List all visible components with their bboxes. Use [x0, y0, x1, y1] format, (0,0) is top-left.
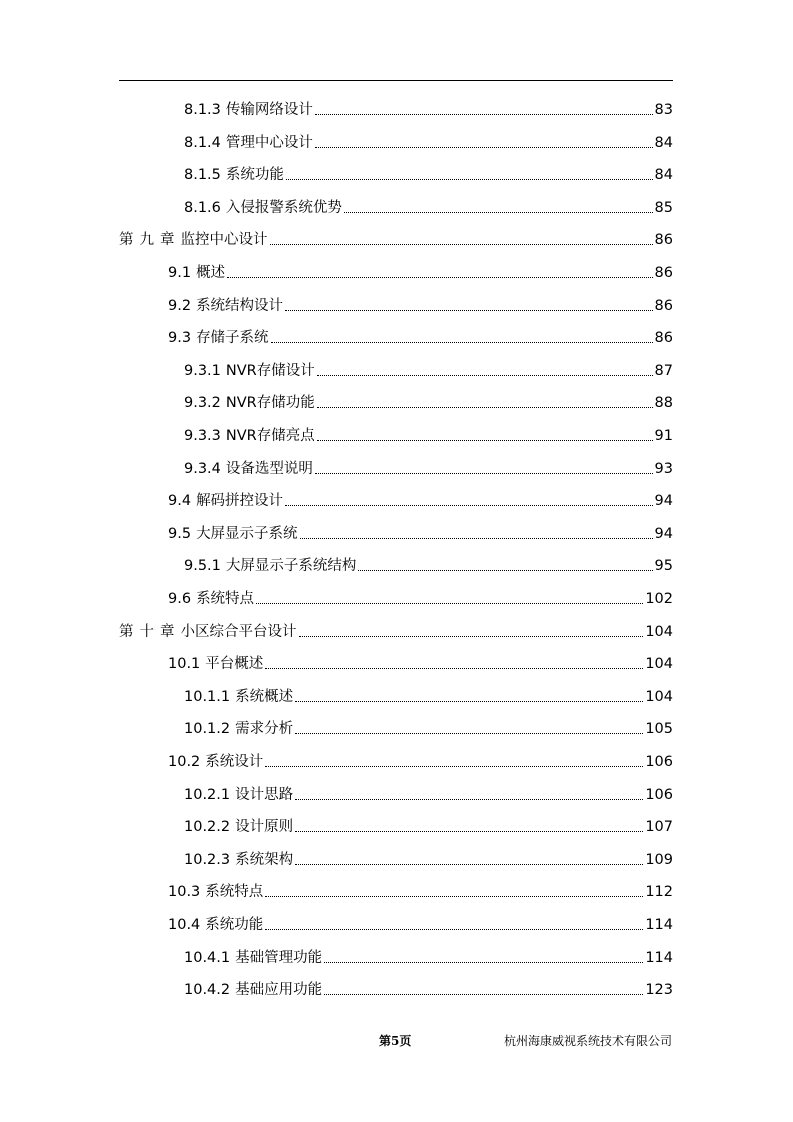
toc-entry-page: 106 — [645, 754, 673, 770]
toc-entry-title: 设计思路 — [235, 786, 294, 803]
toc-entry-number: 9.5 — [168, 525, 192, 542]
toc-entry-number: 10.2 — [168, 754, 201, 770]
toc-entry-label — [168, 882, 263, 902]
toc-entry[interactable] — [168, 518, 673, 544]
toc-leader-dots — [285, 505, 652, 506]
toc-entry-page: 94 — [654, 493, 673, 510]
toc-leader-dots — [358, 570, 652, 571]
toc-entry-page: 107 — [645, 819, 673, 836]
toc-leader-dots — [286, 179, 653, 180]
toc-entry-number: 10.1.1 — [184, 688, 231, 705]
toc-entry[interactable] — [184, 192, 673, 218]
toc-entry-label — [119, 622, 297, 642]
toc-entry-page: 95 — [654, 558, 673, 575]
toc-leader-dots — [270, 244, 653, 245]
toc-leader-dots — [265, 929, 643, 930]
toc-entry-title: 入侵报警系统优势 — [225, 199, 342, 216]
toc-entry-title: 管理中心设计 — [225, 134, 313, 151]
toc-entry-title: 传输网络设计 — [225, 102, 313, 118]
toc-entry[interactable] — [184, 94, 673, 120]
toc-entry-label — [168, 296, 283, 316]
toc-entry[interactable] — [184, 355, 673, 381]
toc-leader-dots — [299, 636, 644, 637]
toc-entry-label — [184, 850, 293, 870]
toc-entry-page: 83 — [654, 102, 673, 118]
toc-entry-page: 86 — [654, 265, 673, 281]
toc-entry-page: 104 — [645, 656, 673, 673]
toc-entry-number: 9.5.1 — [184, 558, 221, 575]
toc-entry-number: 10.1 — [168, 656, 201, 673]
toc-entry-page: 84 — [654, 167, 673, 184]
toc-entry[interactable] — [184, 387, 673, 413]
toc-entry-number: 9.4 — [168, 493, 192, 510]
toc-leader-dots — [265, 668, 643, 669]
toc-entry-page: 104 — [645, 688, 673, 705]
toc-entry[interactable] — [168, 257, 673, 283]
toc-entry-number: 9.6 — [168, 591, 192, 607]
toc-entry-label — [184, 785, 293, 805]
toc-entry-label — [168, 524, 298, 544]
toc-entry-number: 10.2.2 — [184, 819, 231, 836]
toc-entry-label — [168, 654, 263, 674]
toc-entry-label — [168, 491, 283, 511]
toc-leader-dots — [295, 733, 643, 734]
toc-entry-number: 9.3.2 — [184, 395, 221, 412]
toc-entry-number: 10.2.3 — [184, 851, 231, 868]
toc-entry-label — [184, 133, 313, 153]
toc-entry-page: 86 — [654, 232, 673, 249]
toc-entry-label — [184, 980, 322, 1000]
toc-entry-page: 112 — [645, 884, 673, 901]
toc-entry-label — [168, 328, 269, 348]
toc-entry[interactable] — [184, 942, 673, 968]
toc-entry-page: 114 — [645, 949, 673, 966]
toc-entry-page: 102 — [645, 591, 673, 607]
toc-entry-title: 系统功能 — [205, 917, 264, 933]
toc-entry-label — [168, 263, 225, 283]
toc-leader-dots — [315, 473, 653, 474]
toc-leader-dots — [265, 766, 643, 767]
toc-entry-number: 10.3 — [168, 884, 201, 901]
toc-leader-dots — [256, 603, 643, 604]
toc-leader-dots — [324, 994, 643, 995]
toc-entry-title: 大屏显示子系统 — [196, 525, 298, 542]
toc-entry-label — [168, 589, 254, 609]
toc-entry-title: 系统特点 — [196, 591, 255, 607]
toc-entry[interactable] — [184, 713, 673, 739]
toc-entry[interactable] — [119, 616, 673, 642]
toc-entry[interactable] — [184, 420, 673, 446]
toc-entry[interactable] — [184, 779, 673, 805]
toc-entry-label — [184, 817, 293, 837]
toc-leader-dots — [271, 342, 653, 343]
toc-entry-page: 88 — [654, 395, 673, 412]
toc-entry-page: 86 — [654, 330, 673, 347]
toc-entry-title: 系统功能 — [225, 167, 284, 184]
toc-entry-label — [184, 100, 313, 120]
toc-entry-page: 85 — [654, 199, 673, 216]
toc-entry[interactable] — [168, 648, 673, 674]
toc-entry-label — [184, 426, 315, 446]
toc-entry-number: 10.4 — [168, 917, 201, 933]
toc-entry-title: 平台概述 — [205, 656, 264, 673]
footer-company-name: 杭州海康威视系统技术有限公司 — [503, 1034, 672, 1048]
toc-leader-dots — [317, 440, 653, 441]
toc-entry-label — [184, 719, 293, 739]
toc-entry-number: 10.4.2 — [184, 982, 231, 999]
toc-entry-title: 解码拼控设计 — [196, 493, 284, 510]
page-footer — [0, 1032, 793, 1052]
toc-entry-title: 基础应用功能 — [235, 982, 323, 999]
toc-entry-page: 94 — [654, 525, 673, 542]
toc-entry-title: NVR存储功能 — [225, 395, 315, 412]
toc-entry[interactable] — [119, 224, 673, 250]
toc-leader-dots — [285, 310, 652, 311]
toc-entry-title: 系统结构设计 — [196, 297, 284, 314]
toc-entry-title: 系统架构 — [235, 851, 294, 868]
toc-entry[interactable] — [184, 453, 673, 479]
toc-leader-dots — [317, 375, 653, 376]
toc-entry-label — [184, 948, 322, 968]
toc-entry-page: 104 — [645, 623, 673, 640]
toc-entry-label — [184, 165, 284, 185]
toc-entry-page: 123 — [645, 982, 673, 999]
toc-entry[interactable] — [184, 681, 673, 707]
toc-leader-dots — [324, 962, 643, 963]
toc-entry-label — [184, 198, 342, 218]
toc-entry[interactable] — [168, 290, 673, 316]
toc-entry-number: 9.1 — [168, 265, 192, 281]
toc-entry-page: 84 — [654, 134, 673, 151]
toc-entry-page: 114 — [645, 917, 673, 933]
toc-entry-title: 基础管理功能 — [235, 949, 323, 966]
toc-entry-label — [184, 459, 313, 479]
toc-entry[interactable] — [168, 583, 673, 609]
toc-entry-label — [184, 361, 315, 381]
toc-entry-label — [184, 687, 293, 707]
toc-entry-label — [184, 556, 356, 576]
toc-entry-label — [168, 752, 263, 772]
toc-leader-dots — [295, 799, 643, 800]
toc-entry-number: 第十章 — [119, 623, 181, 640]
toc-entry-title: NVR存储设计 — [225, 362, 315, 379]
toc-entry-label — [168, 915, 263, 935]
toc-entry-title: 监控中心设计 — [180, 232, 268, 249]
toc-entry-number: 8.1.3 — [184, 102, 221, 118]
toc-entry-title: 系统特点 — [205, 884, 264, 901]
toc-entry[interactable] — [168, 876, 673, 902]
toc-entry[interactable] — [168, 322, 673, 348]
toc-entry[interactable] — [184, 127, 673, 153]
toc-entry-number: 第九章 — [119, 232, 181, 249]
toc-entry-number: 9.2 — [168, 297, 192, 314]
toc-leader-dots — [227, 277, 652, 278]
toc-entry-page: 87 — [654, 362, 673, 379]
toc-leader-dots — [315, 114, 653, 115]
toc-entry-number: 10.1.2 — [184, 721, 231, 738]
toc-entry-number: 10.4.1 — [184, 949, 231, 966]
toc-entry-page: 91 — [654, 428, 673, 444]
toc-entry-title: 设备选型说明 — [225, 460, 313, 477]
toc-entry-title: 小区综合平台设计 — [180, 623, 297, 640]
toc-entry-number: 9.3.3 — [184, 428, 221, 444]
toc-entry[interactable] — [168, 909, 673, 935]
toc-entry-title: 系统概述 — [235, 688, 294, 705]
header-rule — [119, 80, 673, 81]
toc-entry-number: 8.1.6 — [184, 199, 221, 216]
toc-entry-number: 8.1.5 — [184, 167, 221, 184]
toc-entry[interactable] — [168, 746, 673, 772]
toc-entry-number: 10.2.1 — [184, 786, 231, 803]
toc-entry-number: 9.3.4 — [184, 460, 221, 477]
toc-leader-dots — [300, 538, 653, 539]
toc-entry-number: 9.3 — [168, 330, 192, 347]
toc-entry-page: 106 — [645, 786, 673, 803]
toc-leader-dots — [265, 896, 643, 897]
toc-entry-page: 109 — [645, 851, 673, 868]
toc-entry[interactable] — [184, 159, 673, 185]
toc-entry-title: 需求分析 — [235, 721, 294, 738]
toc-entry[interactable] — [184, 811, 673, 837]
toc-leader-dots — [317, 407, 653, 408]
toc-leader-dots — [295, 831, 643, 832]
toc-entry-title: 大屏显示子系统结构 — [225, 558, 357, 575]
toc-leader-dots — [295, 864, 643, 865]
footer-page-number: 第5页 — [379, 1034, 412, 1048]
toc-entry-page: 93 — [654, 460, 673, 477]
toc-entry[interactable] — [184, 844, 673, 870]
toc-entry-label — [184, 393, 315, 413]
toc-entry-page: 105 — [645, 721, 673, 738]
toc-entry[interactable] — [184, 974, 673, 1000]
toc-entry-title: 存储子系统 — [196, 330, 269, 347]
toc-entry-title: 概述 — [196, 265, 226, 281]
toc-entry-page: 86 — [654, 297, 673, 314]
toc-entry-number: 9.3.1 — [184, 362, 221, 379]
toc-leader-dots — [344, 212, 653, 213]
toc-leader-dots — [315, 147, 653, 148]
toc-entry-title: 设计原则 — [235, 819, 294, 836]
toc-entry-title: 系统设计 — [205, 754, 264, 770]
toc-entry[interactable] — [168, 485, 673, 511]
toc-entry-title: NVR存储亮点 — [225, 428, 315, 444]
toc-entry-number: 8.1.4 — [184, 134, 221, 151]
toc-leader-dots — [295, 701, 643, 702]
toc-entry[interactable] — [184, 550, 673, 576]
toc-entry-label — [119, 230, 268, 250]
